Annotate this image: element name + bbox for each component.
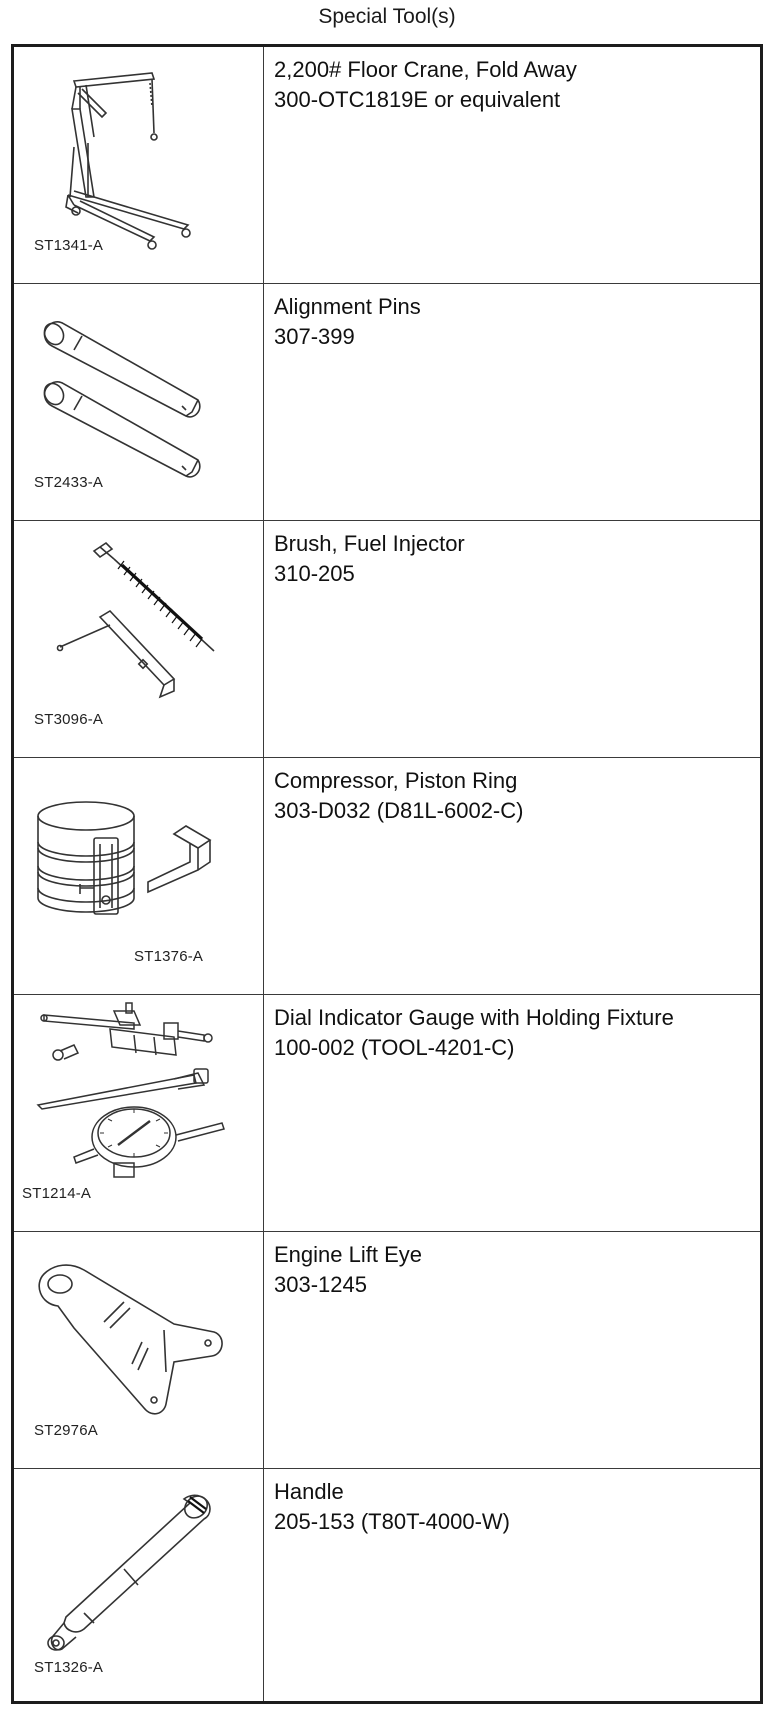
- tool-illustration-code: ST1341-A: [34, 237, 104, 254]
- tool-illustration-code: ST2433-A: [34, 474, 104, 491]
- tool-part-number: 303-D032 (D81L-6002-C): [274, 798, 524, 823]
- tool-illustration: [14, 284, 263, 520]
- tool-description: [274, 292, 421, 352]
- tool-part-number: 205-153 (T80T-4000-W): [274, 1509, 510, 1534]
- special-tools-table: [11, 44, 763, 1704]
- tool-name: Handle: [274, 1479, 344, 1504]
- tool-row: [14, 284, 760, 520]
- tool-row: [14, 995, 760, 1231]
- tool-illustration-code: ST1376-A: [134, 948, 204, 965]
- tool-description: [274, 766, 523, 826]
- tool-name: Compressor, Piston Ring: [274, 768, 518, 793]
- tool-illustration: [14, 995, 263, 1231]
- page-title: Special Tool(s): [318, 5, 456, 28]
- tool-description: [274, 529, 465, 589]
- tool-part-number: 307-399: [274, 324, 355, 349]
- tool-illustration: [14, 758, 263, 994]
- tool-illustration-code: ST1326-A: [34, 1659, 104, 1676]
- tool-illustration-code: ST1214-A: [22, 1185, 92, 1202]
- tool-description: [274, 1477, 510, 1537]
- tool-description: [274, 55, 577, 115]
- tool-description: [274, 1240, 422, 1300]
- tool-illustration: [14, 521, 263, 757]
- tool-part-number: 310-205: [274, 561, 355, 586]
- tool-name: Engine Lift Eye: [274, 1242, 422, 1267]
- tool-illustration-code: ST3096-A: [34, 711, 104, 728]
- tool-name: Dial Indicator Gauge with Holding Fixture: [274, 1005, 674, 1030]
- tool-name: Brush, Fuel Injector: [274, 531, 465, 556]
- tool-illustration: [14, 1232, 263, 1468]
- tool-row: [14, 47, 760, 283]
- tool-illustration-code: ST2976A: [34, 1422, 98, 1439]
- tool-name: 2,200# Floor Crane, Fold Away: [274, 57, 577, 82]
- tool-part-number: 300-OTC1819E or equivalent: [274, 87, 561, 112]
- tool-row: [14, 1469, 760, 1701]
- tool-illustration: [14, 47, 263, 283]
- tool-name: Alignment Pins: [274, 294, 421, 319]
- tool-row: [14, 521, 760, 757]
- tool-row: [14, 758, 760, 994]
- tool-part-number: 100-002 (TOOL-4201-C): [274, 1035, 515, 1060]
- tool-row: [14, 1232, 760, 1468]
- tool-illustration: [14, 1469, 263, 1701]
- tool-part-number: 303-1245: [274, 1272, 367, 1297]
- tool-description: [274, 1003, 674, 1063]
